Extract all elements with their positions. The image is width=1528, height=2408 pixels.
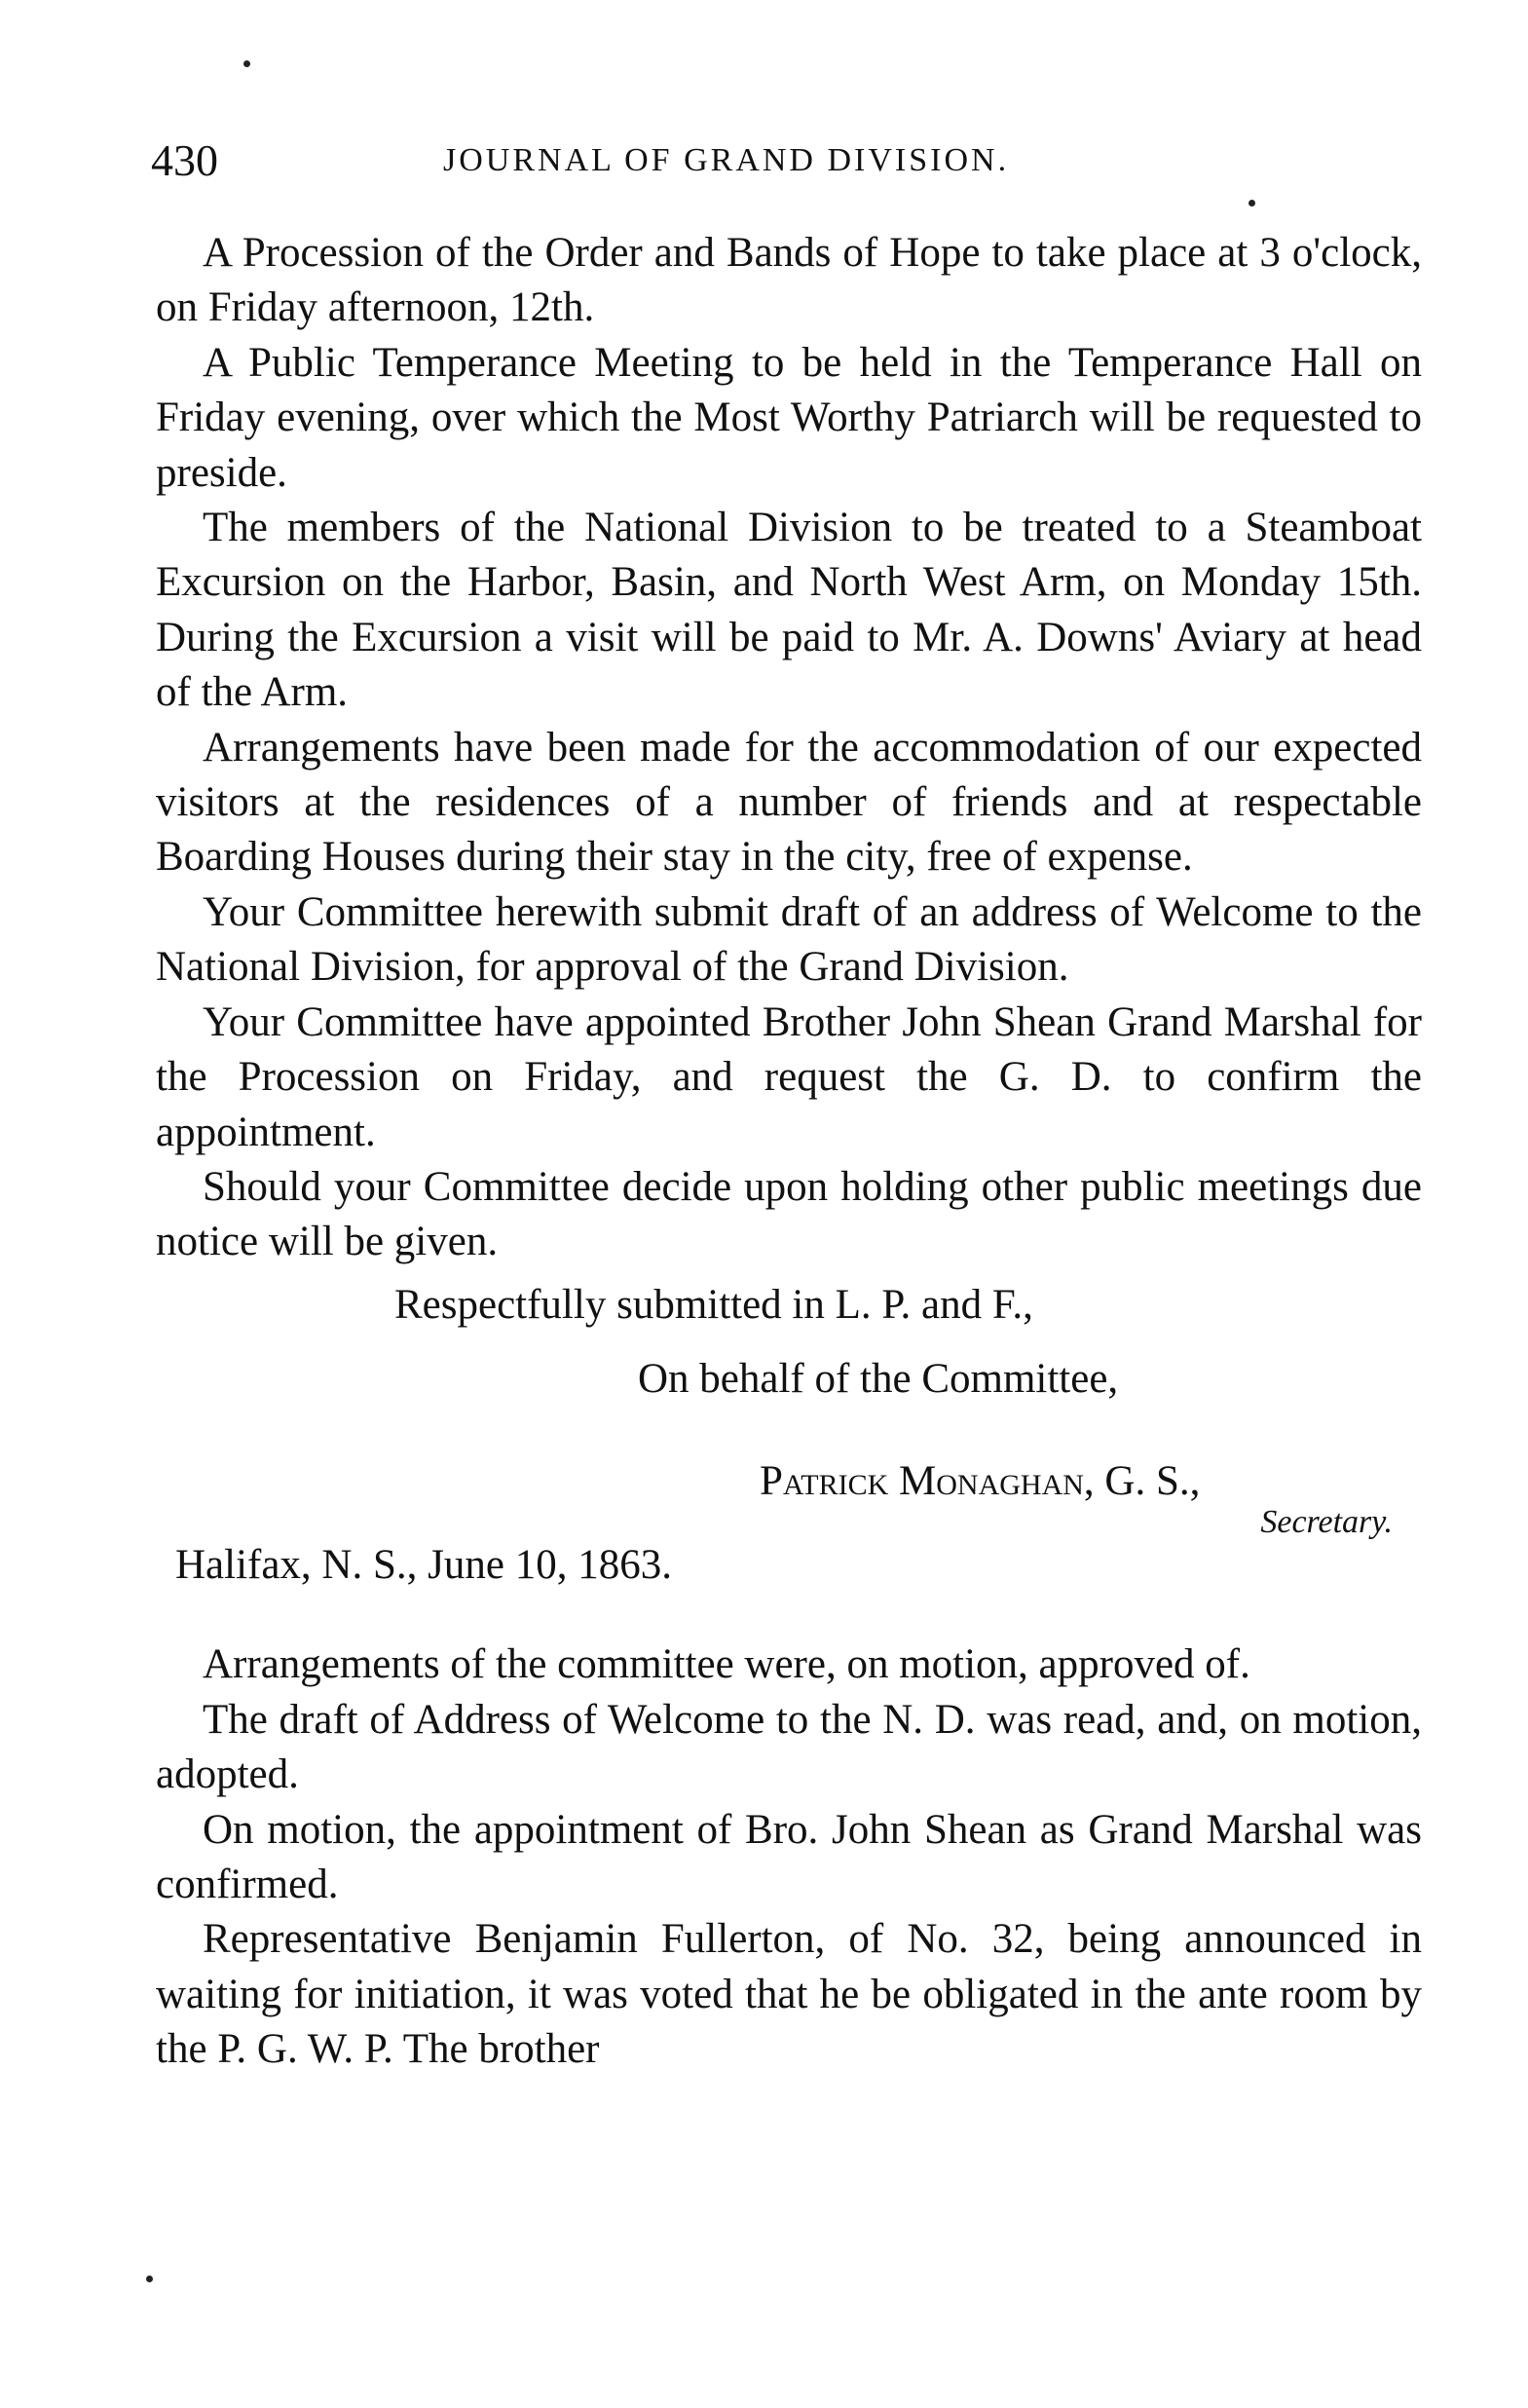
minutes-arrangements: Arrangements of the committee were, on motion, approved of.: [203, 1641, 1250, 1688]
paragraph-address-draft: Your Committee herewith submit draft of an address of Welcome to the National Division, for approval of the Grand Division.: [156, 888, 1422, 991]
running-title: JOURNAL OF GRAND DIVISION.: [443, 142, 1010, 178]
page-number: 430: [151, 135, 218, 185]
paragraph-procession: A Procession of the Order and Bands of Hope to take place at 3 o'clock, on Friday afternoon, 12th.: [156, 230, 1422, 331]
print-speck: [146, 2276, 153, 2282]
page-header: [151, 132, 1417, 190]
print-speck: [243, 60, 250, 67]
minutes-address-adopted: The draft of Address of Welcome to the N. D. was read, and, on motion, adopted.: [156, 1696, 1422, 1798]
minutes-marshal-confirmed: On motion, the appointment of Bro. John Shean as Grand Marshal was confirmed.: [156, 1806, 1422, 1907]
paragraph-public-meetings: Should your Committee decide upon holding other public meetings due notice will be given.: [156, 1163, 1422, 1265]
signature-name: Patrick Monaghan, G. S.,: [760, 1457, 1201, 1504]
signature-title: Secretary.: [1260, 1503, 1393, 1540]
page-body: [156, 226, 1422, 2078]
dateline: Halifax, N. S., June 10, 1863.: [175, 1541, 672, 1588]
paragraph-steamboat-excursion: The members of the National Division to be treated to a Steamboat Excursion on the Harbor, Basin, and North West Arm, on Monday 15th. During the Excursion a visit will be paid to Mr. A. Downs' Aviary at head of the Arm.: [156, 505, 1422, 716]
paragraph-grand-marshal: Your Committee have appointed Brother John Shean Grand Marshal for the Procession on Friday, and request the G. D. to confirm the appointment.: [156, 998, 1422, 1155]
paragraph-temperance-meeting: A Public Temperance Meeting to be held in the Temperance Hall on Friday evening, over which the Most Worthy Patriarch will be requested to preside.: [156, 339, 1422, 496]
signature-behalf: On behalf of the Committee,: [638, 1356, 1119, 1403]
signature-closing: Respectfully submitted in L. P. and F.,: [394, 1281, 1033, 1328]
print-speck: [1248, 200, 1255, 207]
paragraph-accommodation: Arrangements have been made for the accommodation of our expected visitors at the residences of a number of friends and at respectable Boarding Houses during their stay in the city, free of expense.: [156, 724, 1422, 881]
minutes-initiation: Representative Benjamin Fullerton, of No. 32, being announced in waiting for initiation, it was voted that he be obligated in the ante room by the P. G. W. P. The brother: [156, 1916, 1422, 2073]
